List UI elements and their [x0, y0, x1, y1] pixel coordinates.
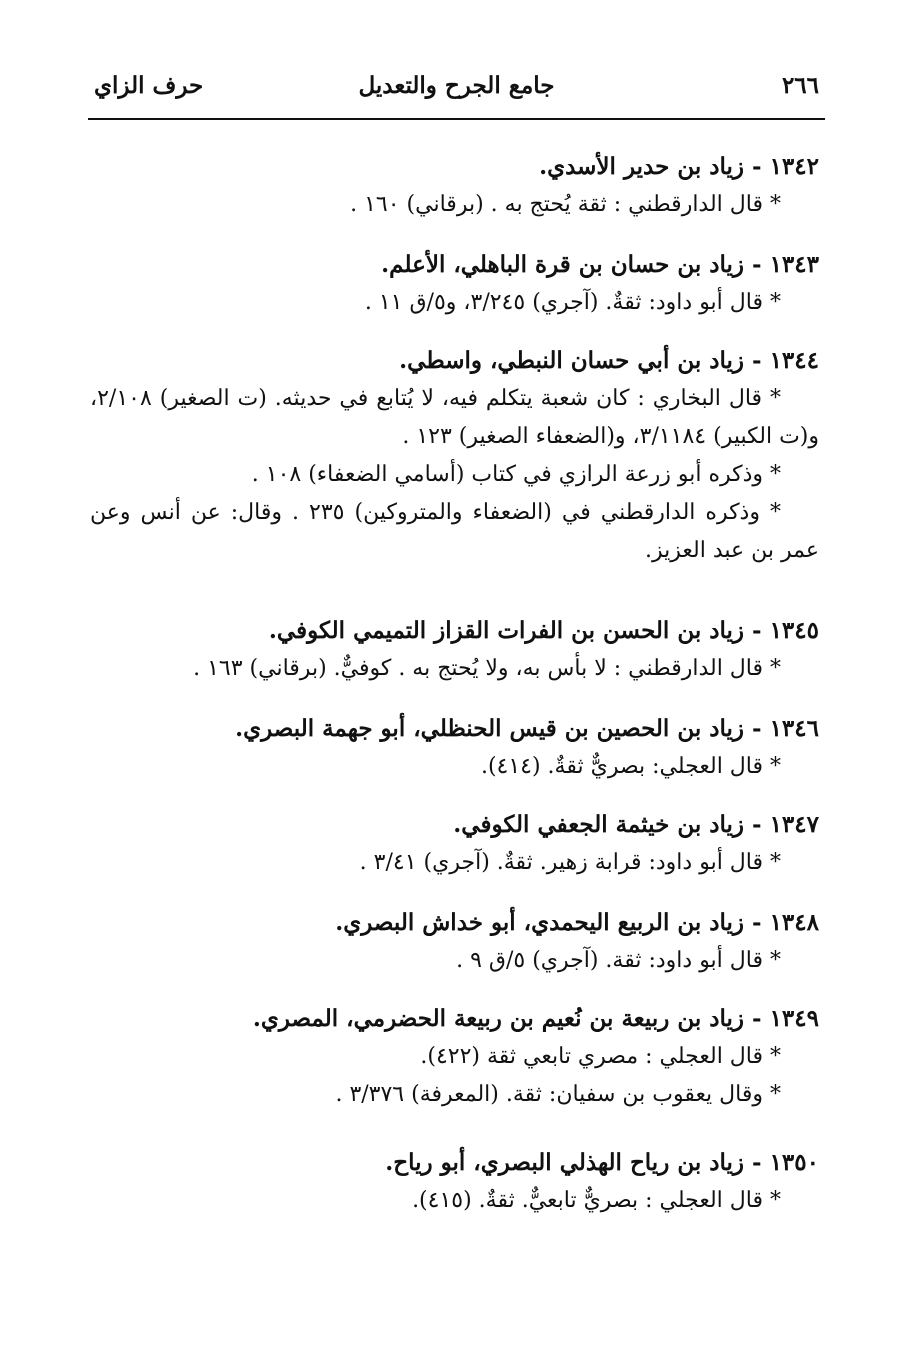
entry-line: * قال الدارقطني : لا بأس به، ولا يُحتج به . كوفيٌّ. (برقاني) ١٦٣ .	[193, 656, 781, 681]
entry-1342	[90, 148, 819, 224]
entry-1349	[90, 1000, 819, 1114]
entry-line: * قال أبو داود: قرابة زهير. ثقةٌ. (آجري) ٣/٤١ .	[359, 850, 781, 875]
section-title: حرف الزاي	[94, 72, 204, 99]
page-header	[88, 64, 825, 114]
book-title: جامع الجرح والتعديل	[358, 72, 555, 99]
entry-line: * قال أبو داود: ثقةٌ. (آجري) ٣/٢٤٥، و٥/ق ١١ .	[364, 290, 781, 315]
entry-line: * وقال يعقوب بن سفيان: ثقة. (المعرفة) ٣/٣٧٦ .	[335, 1082, 781, 1107]
entry-line: * قال أبو داود: ثقة. (آجري) ٥/ق ٩ .	[456, 948, 781, 973]
entry-line: * قال العجلي : مصري تابعي ثقة (٤٢٢).	[420, 1044, 781, 1069]
entry-1344	[90, 342, 819, 570]
entry-line: * وذكره أبو زرعة الرازي في كتاب (أسامي الضعفاء) ١٠٨ .	[251, 462, 781, 487]
entry-title: ١٣٤٦ - زياد بن الحصين بن قيس الحنظلي، أبو جهمة البصري.	[235, 715, 819, 742]
entry-title: ١٣٤٧ - زياد بن خيثمة الجعفي الكوفي.	[453, 811, 819, 838]
entry-title: ١٣٥٠ - زياد بن رياح الهذلي البصري، أبو رياح.	[385, 1149, 819, 1176]
entry-1345	[90, 612, 819, 688]
entry-1343	[90, 246, 819, 322]
entry-line: * وذكره الدارقطني في (الضعفاء والمتروكين) ٢٣٥ . وقال: عن أنس وعن عمر بن عبد العزيز.	[90, 500, 819, 563]
entry-line: * قال الدارقطني : ثقة يُحتج به . (برقاني) ١٦٠ .	[350, 192, 781, 217]
header-rule	[88, 118, 825, 120]
entry-title: ١٣٤٨ - زياد بن الربيع اليحمدي، أبو خداش البصري.	[335, 909, 819, 936]
entry-line: * قال البخاري : كان شعبة يتكلم فيه، لا يُتابع في حديثه. (ت الصغير) ٢/١٠٨، و(ت الكبير) ٣/١١٨٤، و(الضعفاء الصغير) ١٢٣ .	[90, 386, 819, 449]
entry-1348	[90, 904, 819, 980]
entry-1350	[90, 1144, 819, 1220]
entry-title: ١٣٤٩ - زياد بن ربيعة بن نُعيم بن ربيعة الحضرمي، المصري.	[252, 1005, 819, 1032]
entry-title: ١٣٤٥ - زياد بن الحسن بن الفرات القزاز التميمي الكوفي.	[268, 617, 819, 644]
entry-line: * قال العجلي: بصريٌّ ثقةٌ. (٤١٤).	[480, 754, 781, 779]
entry-title: ١٣٤٣ - زياد بن حسان بن قرة الباهلي، الأعلم.	[381, 251, 819, 278]
entry-title: ١٣٤٤ - زياد بن أبي حسان النبطي، واسطي.	[399, 347, 819, 374]
entry-title: ١٣٤٢ - زياد بن حدير الأسدي.	[539, 153, 819, 180]
entry-1347	[90, 806, 819, 882]
entry-line: * قال العجلي : بصريٌّ تابعيٌّ. ثقةٌ. (٤١٥).	[412, 1188, 781, 1213]
entry-1346	[90, 710, 819, 786]
page-number: ٢٦٦	[781, 72, 819, 99]
